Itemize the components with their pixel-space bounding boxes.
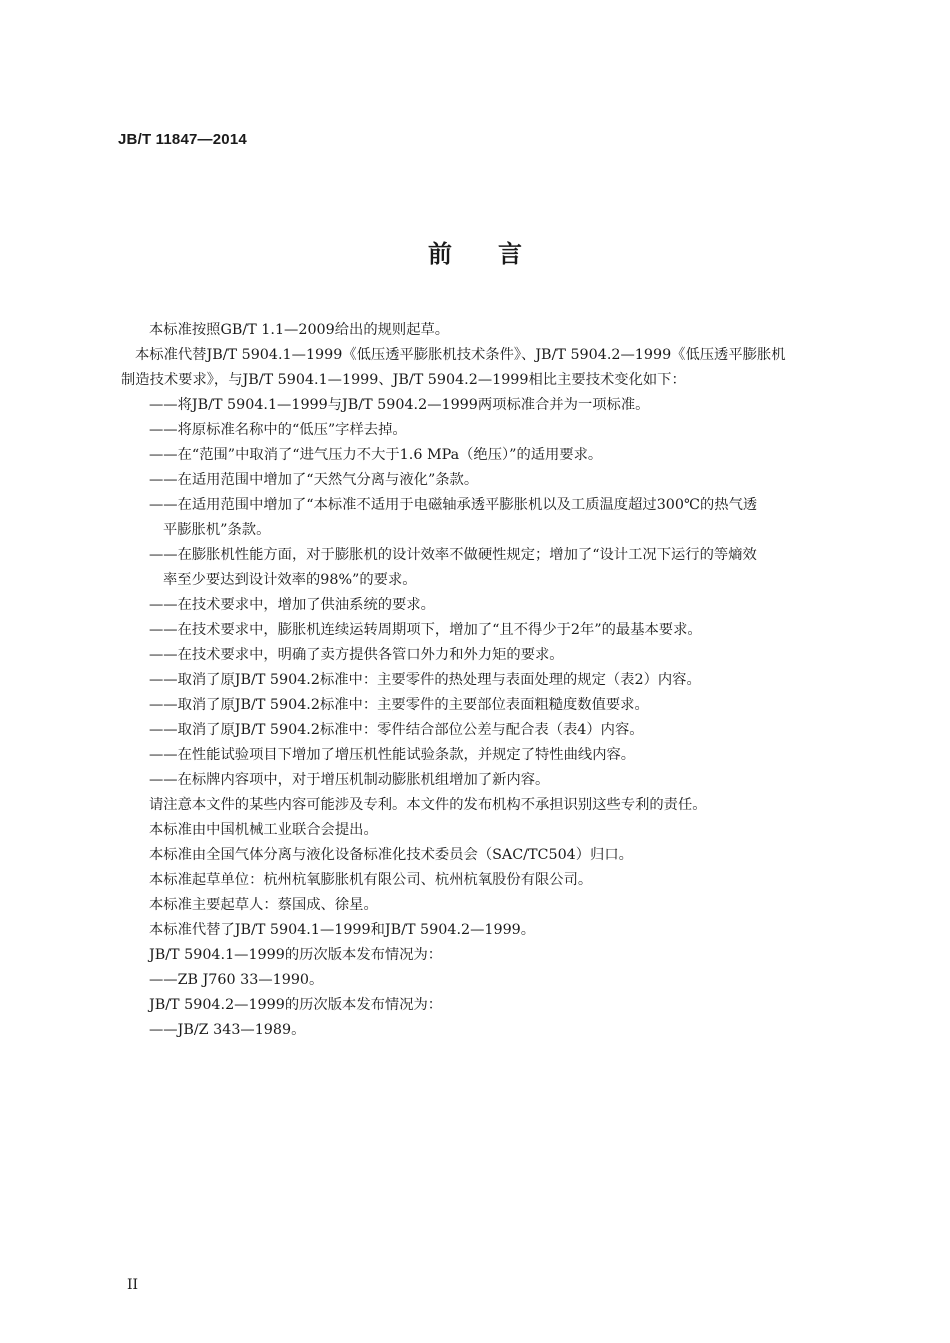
change-item: ——在标牌内容项中，对于增压机制动膨胀机组增加了新内容。: [149, 772, 550, 788]
change-item: ——在技术要求中，膨胀机连续运转周期项下，增加了“且不得少于2年”的最基本要求。: [149, 622, 702, 638]
change-item: ——在技术要求中，增加了供油系统的要求。: [149, 597, 435, 613]
paragraph-replacement-line-1: 本标准代替JB/T 5904.1—1999《低压透平膨胀机技术条件》、JB/T 5904.2—1999《低压透平膨胀机: [135, 347, 786, 363]
history-item: ——JB/Z 343—1989。: [149, 1022, 306, 1038]
change-item: ——在适用范围中增加了“天然气分离与液化”条款。: [149, 472, 479, 488]
change-item: ——在性能试验项目下增加了增压机性能试验条款，并规定了特性曲线内容。: [149, 747, 636, 763]
history-item: ——ZB J760 33—1990。: [149, 972, 324, 988]
paragraph-replacement: [121, 343, 870, 393]
paragraph-drafting-units: 本标准起草单位：杭州杭氧膨胀机有限公司、杭州杭氧股份有限公司。: [149, 872, 593, 888]
change-item-line-2: 平膨胀机”条款。: [163, 522, 271, 538]
document-code: JB/T 11847—2014: [118, 131, 247, 148]
change-item: [135, 543, 870, 593]
change-item-line-2: 率至少要达到设计效率的98%”的要求。: [163, 572, 417, 588]
change-item-line-1: ——在适用范围中增加了“本标准不适用于电磁轴承透平膨胀机以及工质温度超过300℃的热气透: [149, 497, 758, 513]
paragraph-history-1: JB/T 5904.1—1999的历次版本发布情况为：: [149, 947, 443, 963]
page-title: 前言: [428, 240, 568, 268]
change-item: ——取消了原JB/T 5904.2标准中：主要零件的主要部位表面粗糙度数值要求。: [149, 697, 649, 713]
change-item: ——在“范围”中取消了“进气压力不大于1.6 MPa（绝压）”的适用要求。: [149, 447, 603, 463]
page-number: II: [127, 1277, 139, 1293]
paragraph-drafting-rule: 本标准按照GB/T 1.1—2009给出的规则起草。: [149, 322, 450, 338]
change-item: ——取消了原JB/T 5904.2标准中：主要零件的热处理与表面处理的规定（表2）内容。: [149, 672, 701, 688]
paragraph-replaced-standards: 本标准代替了JB/T 5904.1—1999和JB/T 5904.2—1999。: [149, 922, 536, 938]
document-body: [121, 318, 870, 1043]
paragraph-replacement-line-2: 制造技术要求》，与JB/T 5904.1—1999、JB/T 5904.2—1999相比主要技术变化如下：: [121, 372, 686, 388]
change-item: ——将原标准名称中的“低压”字样去掉。: [149, 422, 407, 438]
paragraph-committee: 本标准由全国气体分离与液化设备标准化技术委员会（SAC/TC504）归口。: [149, 847, 633, 863]
paragraph-proposer: 本标准由中国机械工业联合会提出。: [149, 822, 378, 838]
change-item-line-1: ——在膨胀机性能方面，对于膨胀机的设计效率不做硬性规定；增加了“设计工况下运行的等熵效: [149, 547, 757, 563]
paragraph-history-2: JB/T 5904.2—1999的历次版本发布情况为：: [149, 997, 443, 1013]
paragraph-patent-notice: 请注意本文件的某些内容可能涉及专利。本文件的发布机构不承担识别这些专利的责任。: [149, 797, 707, 813]
change-item: ——取消了原JB/T 5904.2标准中：零件结合部位公差与配合表（表4）内容。: [149, 722, 644, 738]
change-item: ——将JB/T 5904.1—1999与JB/T 5904.2—1999两项标准合并为一项标准。: [149, 397, 650, 413]
paragraph-drafters: 本标准主要起草人：蔡国成、徐星。: [149, 897, 378, 913]
change-item: ——在技术要求中，明确了卖方提供各管口外力和外力矩的要求。: [149, 647, 564, 663]
change-item: [135, 493, 870, 543]
